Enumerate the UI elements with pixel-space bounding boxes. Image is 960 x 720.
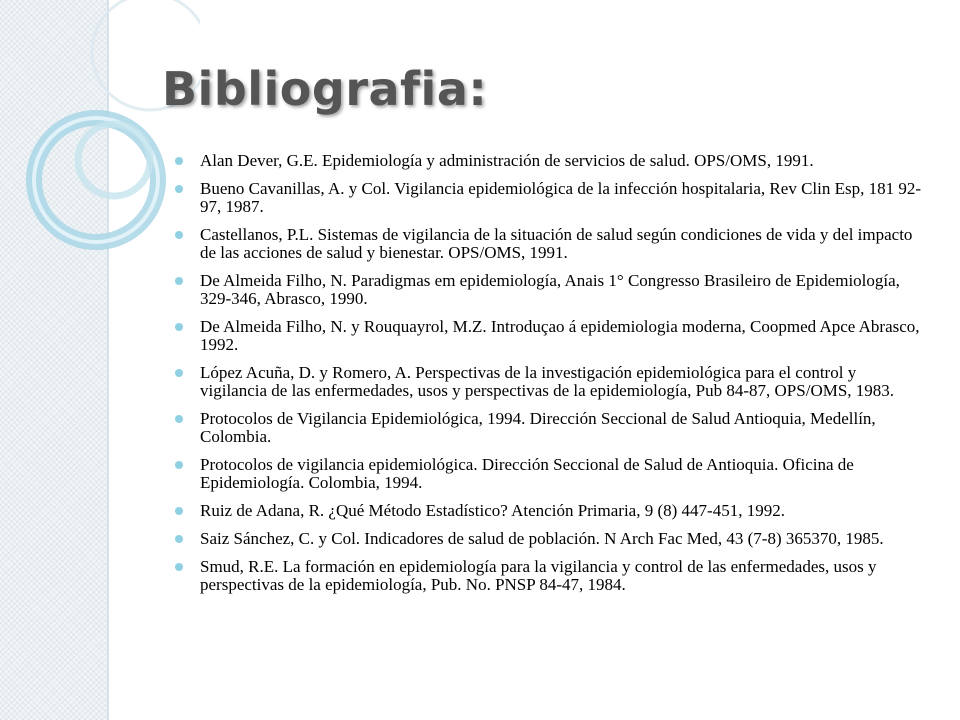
list-item <box>175 410 927 446</box>
list-item <box>175 502 927 520</box>
list-item <box>175 456 927 492</box>
decorative-rings <box>0 0 200 320</box>
inner-ring <box>78 124 150 196</box>
reference-text: Castellanos, P.L. Sistemas de vigilancia de la situación de salud según condiciones de vida y del impacto de las acciones de salud y bienestar. OPS/OMS, 1991. <box>200 225 913 262</box>
bullet-dot-icon <box>175 323 183 331</box>
bullet-dot-icon <box>175 461 183 469</box>
bullet-dot-icon <box>175 535 183 543</box>
list-item <box>175 226 927 262</box>
bibliography-list <box>175 152 927 604</box>
reference-text: López Acuña, D. y Romero, A. Perspectivas de la investigación epidemiológica para el control y vigilancia de las enfermedades, usos y perspectivas de la epidemiología, Pub 84-87, OPS/OMS, 1983. <box>200 363 895 400</box>
list-item <box>175 364 927 400</box>
reference-text: De Almeida Filho, N. y Rouquayrol, M.Z. Introduçao á epidemiologia moderna, Coopmed Apce Abrasco, 1992. <box>200 317 920 354</box>
list-item <box>175 180 927 216</box>
bullet-dot-icon <box>175 157 183 165</box>
reference-text: Protocolos de Vigilancia Epidemiológica, 1994. Dirección Seccional de Salud Antioquia, Medellín, Colombia. <box>200 409 876 446</box>
reference-text: Ruiz de Adana, R. ¿Qué Método Estadístico? Atención Primaria, 9 (8) 447-451, 1992. <box>200 501 785 520</box>
list-item <box>175 272 927 308</box>
slide-title: Bibliografia: <box>162 62 488 116</box>
bullet-dot-icon <box>175 231 183 239</box>
reference-text: Protocolos de vigilancia epidemiológica. Dirección Seccional de Salud de Antioquia. Oficina de Epidemiología. Colombia, 1994. <box>200 455 854 492</box>
list-item <box>175 530 927 548</box>
reference-text: Alan Dever, G.E. Epidemiología y administración de servicios de salud. OPS/OMS, 1991. <box>200 151 814 170</box>
bullet-dot-icon <box>175 507 183 515</box>
reference-text: De Almeida Filho, N. Paradigmas em epidemiología, Anais 1° Congresso Brasileiro de Epidemiología, 329-346, Abrasco, 1990. <box>200 271 900 308</box>
list-item <box>175 152 927 170</box>
list-item <box>175 318 927 354</box>
reference-text: Saiz Sánchez, C. y Col. Indicadores de salud de población. N Arch Fac Med, 43 (7-8) 365370, 1985. <box>200 529 884 548</box>
bullet-dot-icon <box>175 185 183 193</box>
bullet-dot-icon <box>175 277 183 285</box>
list-item <box>175 558 927 594</box>
bullet-dot-icon <box>175 369 183 377</box>
bullet-dot-icon <box>175 415 183 423</box>
reference-text: Bueno Cavanillas, A. y Col. Vigilancia epidemiológica de la infección hospitalaria, Rev Clin Esp, 181 92-97, 1987. <box>200 179 922 216</box>
bullet-dot-icon <box>175 563 183 571</box>
reference-text: Smud, R.E. La formación en epidemiología para la vigilancia y control de las enfermedades, usos y perspectivas de la epidemiología, Pub. No. PNSP 84-47, 1984. <box>200 557 877 594</box>
